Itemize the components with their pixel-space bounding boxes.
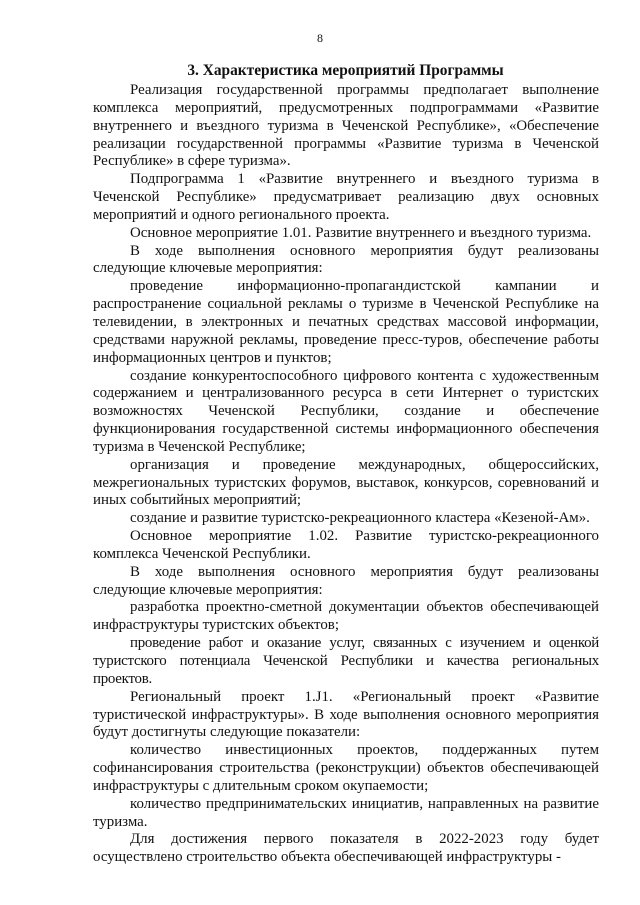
paragraph-design-documentation: разработка проектно-сметной документации объектов обеспечивающей инфраструктуры туристских объектов; bbox=[93, 599, 599, 634]
paragraph-advertising-campaign: проведение информационно-пропагандистской кампании и распространение социальной рекламы о туризме в Чеченской Республике на телевидении, в электронных и печатных средствах массовой информации, средствами наружной рекламы, проведение пресс-туров, обеспечение работы информационных центров и пунктов; bbox=[93, 278, 599, 366]
paragraph-tourism-potential: проведение работ и оказание услуг, связанных с изучением и оценкой туристского потенциала Чеченской Республики и качества региональных проектов. bbox=[93, 635, 599, 687]
paragraph-kezenoy-am-cluster: создание и развитие туристско-рекреационного кластера «Кезеной-Ам». bbox=[130, 510, 590, 527]
paragraph-digital-content: создание конкурентоспособного цифрового контента с художественным содержанием и централизованного ресурса в сети Интернет о туристских возможностях Чеченской Республики, создание и обеспечение функционирования государственной системы информационного обеспечения туризма в Чеченской Республике; bbox=[93, 367, 599, 455]
paragraph-regional-project: Региональный проект 1.J1. «Региональный проект «Развитие туристической инфраструктуры». В ходе выполнения основного мероприятия будут достигнуты следующие показатели: bbox=[93, 688, 599, 741]
paragraph-indicator-investment: количество инвестиционных проектов, поддержанных путем софинансирования строительства (реконструкции) объектов обеспечивающей инфраструктуры с длительным сроком окупаемости; bbox=[93, 742, 599, 794]
paragraph-events: организация и проведение международных, общероссийских, межрегиональных туристских форумов, выставок, конкурсов, соревнований и иных событийных мероприятий; bbox=[93, 456, 599, 509]
paragraph-intro: Реализация государственной программы предполагает выполнение комплекса мероприятий, предусмотренных подпрограммами «Развитие внутреннего и въездного туризма в Чеченской Республике», «Обеспечение реализации государственной программы «Развитие туризма в Чеченской Республике» в сфере туризма». bbox=[93, 82, 599, 170]
paragraph-construction: Для достижения первого показателя в 2022-2023 году будет осуществлено строительство объекта обеспечивающей инфраструктуры - bbox=[93, 831, 599, 866]
paragraph-key-activities-intro-2: В ходе выполнения основного мероприятия будут реализованы следующие ключевые мероприятия: bbox=[93, 563, 599, 598]
paragraph-indicator-initiatives: количество предпринимательских инициатив, направленных на развитие туризма. bbox=[93, 795, 599, 830]
paragraph-main-activity-1-02: Основное мероприятие 1.02. Развитие туристско-рекреационного комплекса Чеченской Республики. bbox=[93, 528, 599, 562]
section-title: 3. Характеристика мероприятий Программы bbox=[187, 62, 504, 79]
paragraph-subprogram-1: Подпрограмма 1 «Развитие внутреннего и въездного туризма в Чеченской Республике» предусматривает реализацию двух основных мероприятий и одного регионального проекта. bbox=[93, 171, 599, 223]
paragraph-main-activity-1-01: Основное мероприятие 1.01. Развитие внутреннего и въездного туризма. bbox=[130, 224, 592, 241]
document-body bbox=[93, 82, 599, 867]
paragraph-key-activities-intro: В ходе выполнения основного мероприятия будут реализованы следующие ключевые мероприятия: bbox=[93, 242, 599, 277]
page-number: 8 bbox=[317, 31, 323, 45]
